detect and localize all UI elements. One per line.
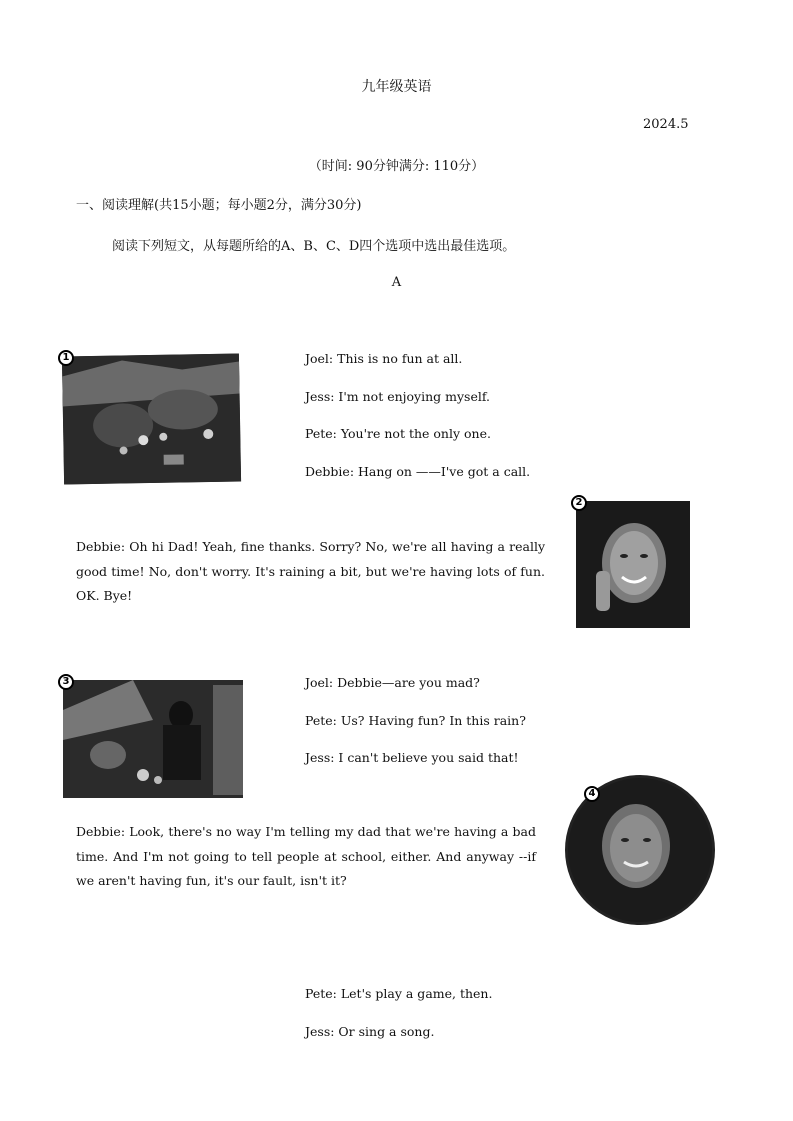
- photo-3-tent-scene: [63, 680, 243, 798]
- dialogue-paragraph: Debbie: Oh hi Dad! Yeah, fine thanks. Sorry? No, we're all having a really good time! No, don't worry. It's raining a bit, but we're having lots of fun. OK. Bye!: [76, 539, 545, 603]
- photo-1-tent-group: [62, 353, 241, 484]
- page-title: 九年级英语: [361, 79, 432, 95]
- dialogue-line: Debbie: Hang on ——I've got a call.: [305, 464, 531, 479]
- section-instruction: 阅读下列短文，从每题所给的A、B、C、D四个选项中选出最佳选项。: [112, 239, 516, 254]
- exam-date: 2024.5: [643, 117, 689, 132]
- photo-3-number-badge: 3: [58, 674, 74, 690]
- photo-1-number-badge: 1: [58, 350, 74, 366]
- passage-label: A: [391, 275, 402, 290]
- photo-2-girl-on-phone: [576, 501, 690, 628]
- dialogue-line: Pete: Us? Having fun? In this rain?: [305, 713, 526, 728]
- dialogue-line: Joel: This is no fun at all.: [305, 351, 463, 366]
- dialogue-line: Jess: I can't believe you said that!: [305, 750, 519, 765]
- dialogue-line: Pete: Let's play a game, then.: [305, 986, 493, 1001]
- dialogue-line: Jess: Or sing a song.: [305, 1024, 435, 1039]
- photo-2-number-badge: 2: [571, 495, 587, 511]
- section-heading: 一、阅读理解(共15小题；每小题2分，满分30分): [76, 198, 362, 213]
- dialogue-line: Joel: Debbie—are you mad?: [305, 675, 480, 690]
- exam-info: （时间: 90分钟满分: 110分）: [308, 159, 485, 174]
- photo-4-number-badge: 4: [584, 786, 600, 802]
- dialogue-line: Pete: You're not the only one.: [305, 426, 491, 441]
- dialogue-line: Jess: I'm not enjoying myself.: [305, 389, 491, 404]
- dialogue-paragraph: Debbie: Look, there's no way I'm telling my dad that we're having a bad time. And I'm not going to tell people at school, either. And anyway --if we aren't having fun, it's our fault, isn't it?: [76, 824, 536, 888]
